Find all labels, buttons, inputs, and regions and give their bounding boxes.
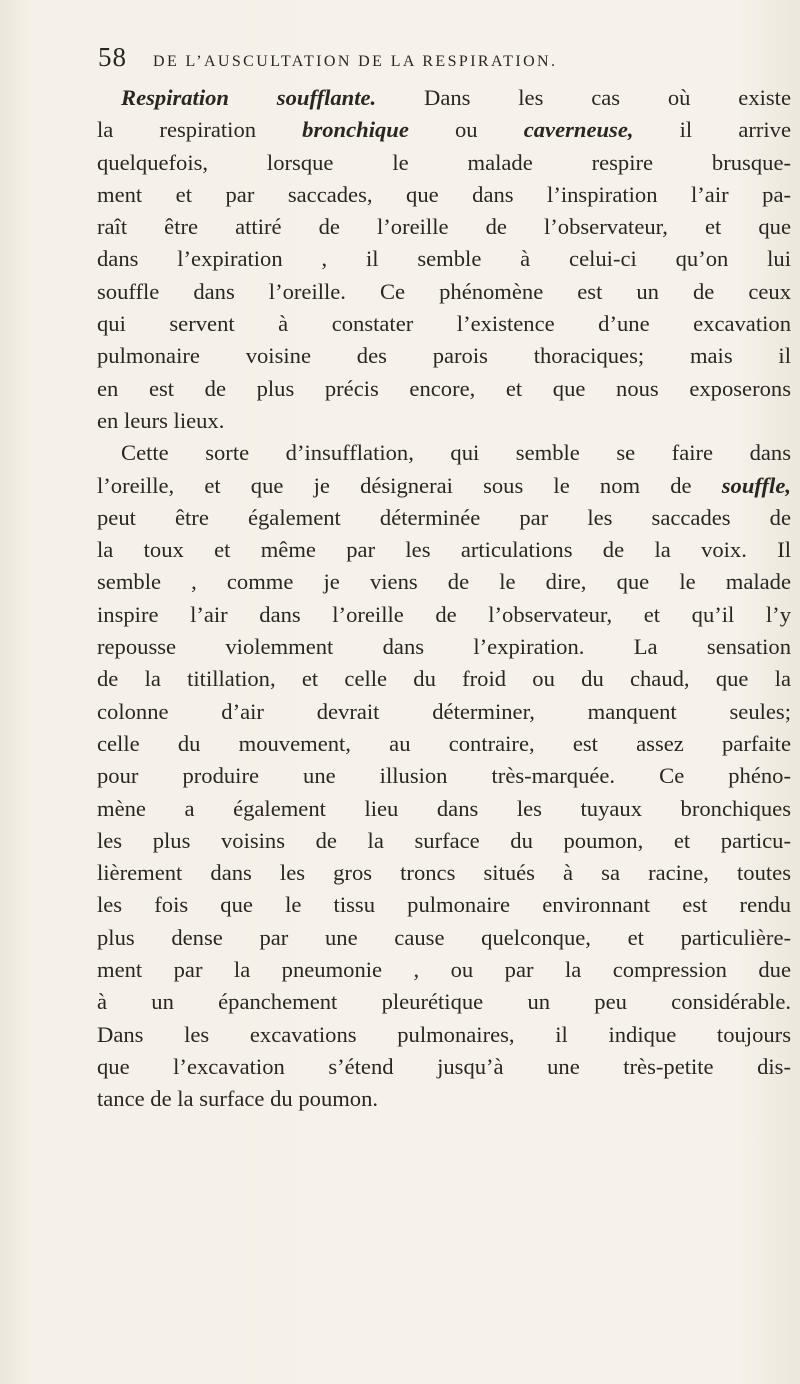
text-line: inspire l’air dans l’oreille de l’observateur, et qu’il l’y (97, 601, 791, 627)
text-line: ment par la pneumonie , ou par la compression due (97, 957, 791, 983)
section-title: Respiration soufflante. (121, 85, 377, 110)
text-line: les plus voisins de la surface du poumon, et particu- (97, 827, 791, 853)
text-line: raît être attiré de l’oreille de l’observateur, et que (97, 214, 791, 240)
text-line: Cette sorte d’insufflation, qui semble se faire dans (121, 440, 791, 466)
text-line: de la titillation, et celle du froid ou du chaud, que la (97, 666, 791, 692)
emphasis: caverneuse, (523, 117, 634, 143)
text-line: dans l’expiration , il semble à celui-ci qu’on lui (97, 246, 791, 272)
text-line: en leurs lieux. (97, 407, 225, 433)
text-line: quelquefois, lorsque le malade respire brusque- (97, 149, 791, 175)
text-line: colonne d’air devrait déterminer, manquent seules; (97, 698, 791, 724)
text-line: repousse violemment dans l’expiration. La sensation (97, 634, 791, 660)
text-line: Respiration soufflante. Dans les cas où existe (121, 85, 791, 110)
running-head: DE L’AUSCULTATION DE LA RESPIRATION. (153, 53, 558, 70)
text-line: Dans les excavations pulmonaires, il indique toujours (97, 1021, 791, 1047)
text-line: qui servent à constater l’existence d’une excavation (97, 311, 791, 337)
text-line: la toux et même par les articulations de la voix. Il (97, 537, 791, 563)
text-line: mène a également lieu dans les tuyaux bronchiques (97, 795, 791, 821)
text-line: semble , comme je viens de le dire, que le malade (97, 569, 791, 595)
text-line: la respiration bronchique ou caverneuse, il arrive (97, 117, 791, 143)
paragraph-respiration-soufflante (97, 82, 791, 437)
text-line: souffle dans l’oreille. Ce phénomène est un de ceux (97, 278, 791, 304)
text-line: celle du mouvement, au contraire, est assez parfaite (97, 730, 791, 756)
text-line: plus dense par une cause quelconque, et particulière- (97, 924, 791, 950)
page-header (98, 42, 778, 82)
text-line: tance de la surface du poumon. (97, 1086, 379, 1112)
emphasis: bronchique (302, 117, 409, 143)
text-line: pour produire une illusion très-marquée. Ce phéno- (97, 763, 791, 789)
text-line: à un épanchement pleurétique un peu considérable. (97, 989, 791, 1015)
paragraph-insufflation (97, 437, 791, 1115)
text-line: peut être également déterminée par les saccades de (97, 504, 791, 530)
text-line: que l’excavation s’étend jusqu’à une très-petite dis- (97, 1053, 791, 1079)
body-text (97, 82, 791, 1116)
text-line: ment et par saccades, que dans l’inspiration l’air pa- (97, 181, 791, 207)
emphasis: souffle, (721, 472, 791, 498)
text-line: l’oreille, et que je désignerai sous le nom de souffle, (97, 472, 791, 498)
text-line: pulmonaire voisine des parois thoraciques; mais il (97, 343, 791, 369)
text-line: lièrement dans les gros troncs situés à sa racine, toutes (97, 860, 791, 886)
text-line: en est de plus précis encore, et que nous exposerons (97, 375, 791, 401)
page-number: 58 (98, 42, 127, 72)
text-line: les fois que le tissu pulmonaire environnant est rendu (97, 892, 791, 918)
